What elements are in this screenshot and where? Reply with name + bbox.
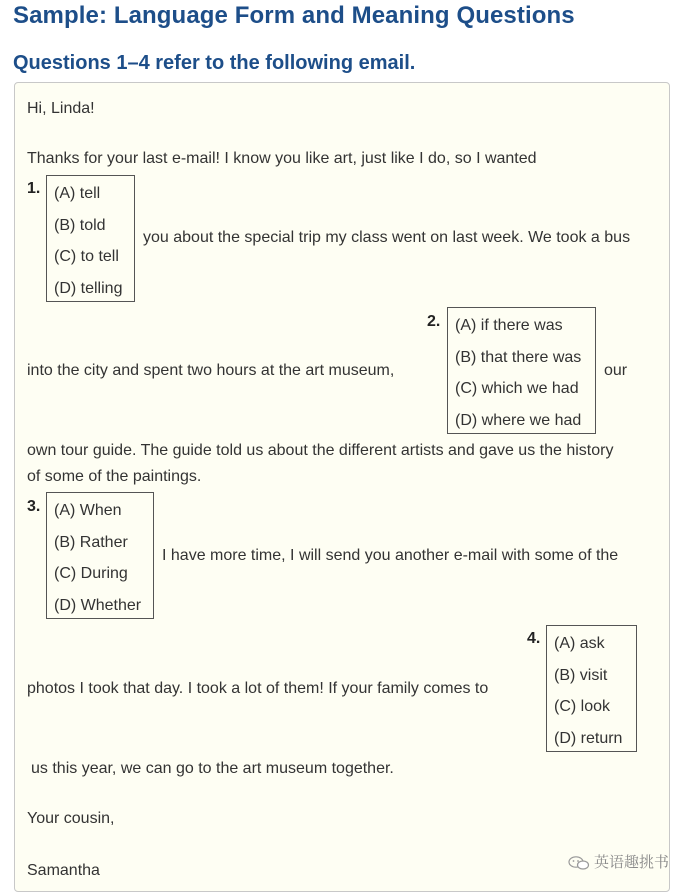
email-text-line: of some of the paintings. [27,468,202,485]
email-greeting: Hi, Linda! [27,100,95,117]
question-3-option-a[interactable]: (A) When [54,502,122,519]
question-2-option-a[interactable]: (A) if there was [455,317,563,334]
question-number-3: 3. [27,498,41,515]
email-passage [14,82,670,892]
question-2-options [447,307,596,434]
questions-intro: Questions 1–4 refer to the following email. [13,52,416,74]
email-closing: Your cousin, [27,810,115,827]
question-number-4: 4. [527,630,541,647]
watermark-text: 英语趣挑书 [593,854,669,871]
question-number-2: 2. [427,313,441,330]
email-text-line: into the city and spent two hours at the art museum, [27,362,395,379]
question-3-option-b[interactable]: (B) Rather [54,533,128,551]
question-4-option-c[interactable]: (C) look [554,698,611,715]
question-1-option-b[interactable]: (B) told [54,216,106,234]
question-1-option-c[interactable]: (C) to tell [54,248,119,265]
question-2-option-b[interactable]: (B) that there was [455,348,582,366]
question-4-options [546,625,637,752]
question-3-options [46,492,154,619]
question-1-options [46,175,135,302]
email-text-line: our [604,362,628,379]
watermark [568,851,669,872]
question-2-option-d[interactable]: (D) where we had [455,411,582,429]
question-3-option-d[interactable]: (D) Whether [54,596,142,614]
email-text-line: I have more time, I will send you another e-mail with some of the [162,547,619,564]
email-text-line: us this year, we can go to the art museum together. [31,760,394,777]
question-3-option-c[interactable]: (C) During [54,565,128,582]
question-4-option-d[interactable]: (D) return [554,729,623,747]
page-title: Sample: Language Form and Meaning Questions [13,2,575,29]
email-text-line: Thanks for your last e-mail! I know you like art, just like I do, so I wanted [27,150,537,167]
email-signature: Samantha [27,862,100,879]
email-text-line: photos I took that day. I took a lot of them! If your family comes to [27,680,489,697]
email-text-line: you about the special trip my class went on last week. We took a bus [143,229,631,246]
question-2-option-c[interactable]: (C) which we had [455,380,579,397]
wechat-icon [568,856,590,870]
question-4-option-b[interactable]: (B) visit [554,666,608,684]
email-text-line: own tour guide. The guide told us about the different artists and gave us the history [27,442,614,459]
question-number-1: 1. [27,180,41,197]
question-1-option-d[interactable]: (D) telling [54,279,123,297]
question-1-option-a[interactable]: (A) tell [54,185,101,202]
question-4-option-a[interactable]: (A) ask [554,635,605,652]
